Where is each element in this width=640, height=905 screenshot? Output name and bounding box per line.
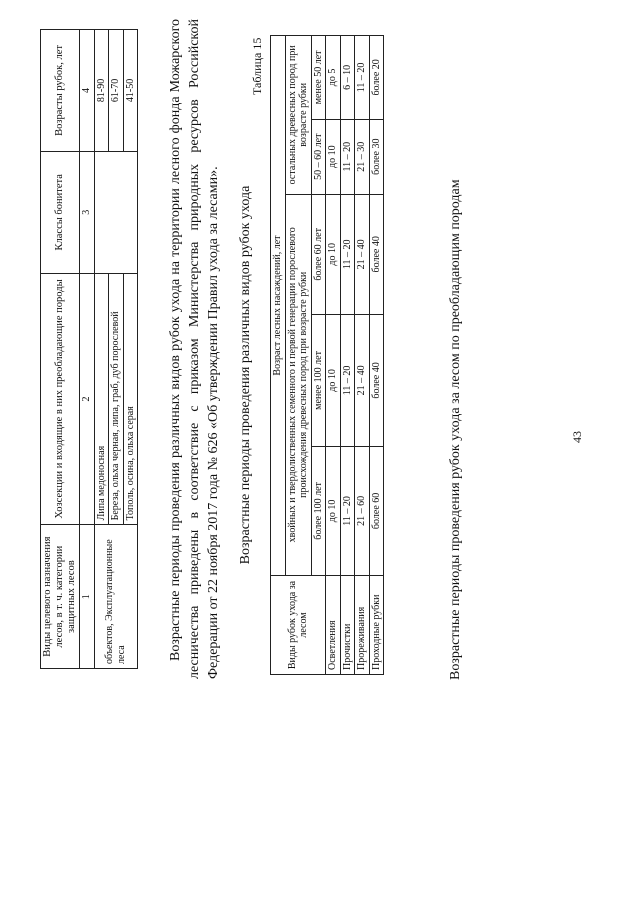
table-cell: 6 – 10 — [340, 36, 355, 120]
row-label: Прочистки — [340, 576, 355, 675]
table-number-label: Таблица 15 — [250, 37, 264, 95]
species-cell: Тополь, осина, ольха серая — [123, 273, 138, 525]
table-cell: 11 – 20 — [340, 446, 355, 575]
table-header-row — [41, 30, 80, 669]
table-row — [369, 36, 384, 675]
bonitet-cell — [94, 151, 138, 273]
table-cell: 21 – 40 — [355, 194, 370, 314]
table-cell: 11 – 20 — [355, 36, 370, 120]
age-cell: 41-50 — [123, 30, 138, 152]
table-cell: 11 – 20 — [340, 194, 355, 314]
column-number: 1 — [80, 525, 95, 669]
table-row — [355, 36, 370, 675]
thinning-age-table — [270, 35, 384, 675]
column-number: 2 — [80, 273, 95, 525]
table-cell: более 40 — [369, 194, 384, 314]
table-row — [94, 30, 109, 669]
header-cell: более 60 лет — [311, 194, 326, 314]
row-label: Проходные рубки — [369, 576, 384, 675]
table-cell: до 10 — [326, 446, 341, 575]
body-paragraph: Возрастные периоды проведения различных видов рубок ухода на территории лесного фонда Можарского лесничества приведены в соответствие с приказом Министерства природных ресурсов Российской Федерации от 22 ноября 2017 года № 626 «Об утверждении Правил ухода за лесами». — [168, 19, 221, 679]
page-number: 43 — [570, 431, 584, 443]
table-cell: до 10 — [326, 194, 341, 314]
table-cell: более 60 — [369, 446, 384, 575]
header-cell: менее 100 лет — [311, 315, 326, 447]
bottom-caption: Возрастные периоды проведения рубок ухода за лесом по преобладающим породам — [448, 179, 463, 680]
table-row — [340, 36, 355, 675]
table-cell: более 30 — [369, 119, 384, 194]
table-header-row — [271, 36, 286, 675]
table-number-row — [80, 30, 95, 669]
forest-purpose-table — [40, 29, 138, 669]
header-cell: более 100 лет — [311, 446, 326, 575]
header-cell: Виды рубок ухода за лесом — [271, 576, 326, 675]
header-cell: Виды целевого назначения лесов, в т. ч. категории защитных лесов — [41, 525, 80, 669]
table-cell: 21 – 60 — [355, 446, 370, 575]
row-label: Прореживания — [355, 576, 370, 675]
table-cell: 21 – 40 — [355, 315, 370, 447]
column-number: 3 — [80, 151, 95, 273]
table-cell: до 10 — [326, 315, 341, 447]
purpose-cell: объектов, Эксплуатационные леса — [94, 525, 138, 669]
species-cell: Береза, ольха черная, липа, граб, дуб порослевой — [109, 273, 124, 525]
table-cell: более 40 — [369, 315, 384, 447]
table-cell: до 10 — [326, 119, 341, 194]
column-number: 4 — [80, 30, 95, 152]
header-cell: Хозсекции и входящие в них преобладающие породы — [41, 273, 80, 525]
header-cell: Классы бонитета — [41, 151, 80, 273]
table-cell: 21 – 30 — [355, 119, 370, 194]
table-cell: более 20 — [369, 36, 384, 120]
table-caption: Возрастные периоды проведения различных видов рубок ухода — [238, 185, 253, 565]
header-cell: Возраст лесных насаждений, лет — [271, 36, 286, 576]
table-cell: 11 – 20 — [340, 315, 355, 447]
header-cell: остальных древесных пород при возрасте рубки — [285, 36, 311, 195]
table-cell: до 5 — [326, 36, 341, 120]
header-cell: хвойных и твердолиственных семенного и первой генерации порослевого происхождения древесных пород при возрасте рубки — [285, 194, 311, 575]
age-cell: 81-90 — [94, 30, 109, 152]
header-cell: Возрасты рубок, лет — [41, 30, 80, 152]
table-row — [326, 36, 341, 675]
age-cell: 61-70 — [109, 30, 124, 152]
table-cell: 11 – 20 — [340, 119, 355, 194]
row-label: Осветления — [326, 576, 341, 675]
species-cell: Липа медоносная — [94, 273, 109, 525]
header-cell: 50 – 60 лет — [311, 119, 326, 194]
header-cell: менее 50 лет — [311, 36, 326, 120]
